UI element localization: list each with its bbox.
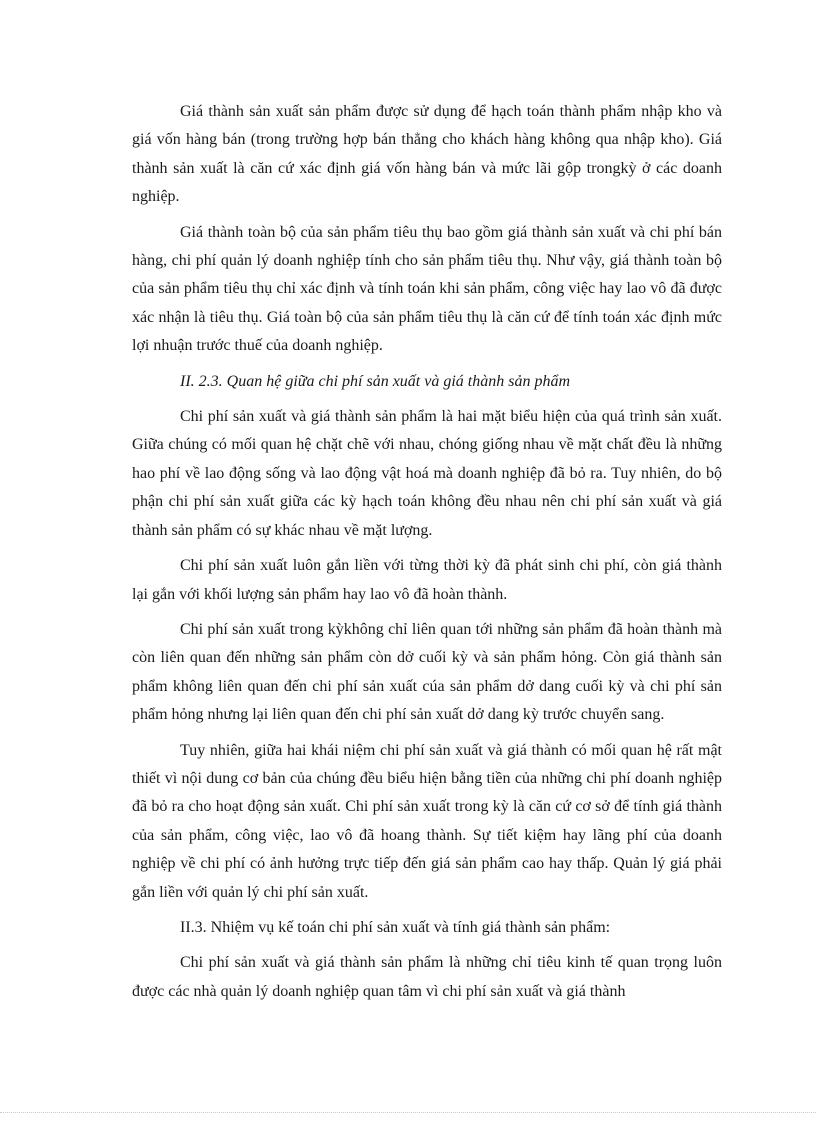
paragraph-two-aspects: Chi phí sản xuất và giá thành sản phẩm là hai mặt biểu hiện của quá trình sản xuất. Giữa chúng có mối quan hệ chặt chẽ với nhau, chóng giống nhau về mặt chất đều là những hao phí về lao động sống và lao động vật hoá mà doanh nghiệp đã bỏ ra. Tuy nhiên, do bộ phận chi phí sản xuất giữa các kỳ hạch toán không đều nhau nên chi phí sản xuất và giá thành sản phẩm có sự khác nhau về mặt lượng. [132,408,722,539]
section-heading-accounting-tasks: II.3. Nhiệm vụ kế toán chi phí sản xuất và tính giá thành sản phẩm: [180,918,611,936]
page-bottom-divider [0,1112,816,1113]
document-page [132,98,722,1013]
section-heading-cost-relationship: II. 2.3. Quan hệ giữa chi phí sản xuất và giá thành sản phẩm [180,372,571,390]
paragraph-close-relationship: Tuy nhiên, giữa hai khái niệm chi phí sản xuất và giá thành có mối quan hệ rất mật thiết vì nội dung cơ bản của chúng đều biểu hiện bằng tiền của những chi phí doanh nghiệp đã bỏ ra cho hoạt động sản xuất. Chi phí sản xuất trong kỳ là căn cứ cơ sở để tính giá thành của sản phẩm, công việc, lao vô đã hoang thành. Sự tiết kiệm hay lãng phí của doanh nghiệp về chi phí có ảnh hưởng trực tiếp đến giá sản phẩm cao hay thấp. Quản lý giá phải gắn liền với quản lý chi phí sản xuất. [132,741,722,901]
paragraph-economic-indicators: Chi phí sản xuất và giá thành sản phẩm là những chỉ tiêu kinh tế quan trọng luôn được các nhà quản lý doanh nghiệp quan tâm vì chi phí sản xuất và giá thành [132,954,722,1000]
paragraph-production-cost-usage: Giá thành sản xuất sản phẩm được sử dụng để hạch toán thành phẩm nhập kho và giá vốn hàng bán (trong trường hợp bán thẳng cho khách hàng không qua nhập kho). Giá thành sản xuất là căn cứ xác định giá vốn hàng bán và mức lãi gộp trongkỳ ở các doanh nghiệp. [132,103,722,206]
paragraph-total-cost: Giá thành toàn bộ của sản phẩm tiêu thụ bao gồm giá thành sản xuất và chi phí bán hàng, chi phí quản lý doanh nghiệp tính cho sản phẩm tiêu thụ. Như vậy, giá thành toàn bộ của sản phẩm tiêu thụ chỉ xác định và tính toán khi sản phẩm, công việc hay lao vô đã được xác nhận là tiêu thụ. Giá toàn bộ của sản phẩm tiêu thụ là căn cứ để tính toán xác định mức lợi nhuận trước thuế của doanh nghiệp. [132,223,722,355]
paragraph-period-link: Chi phí sản xuất luôn gắn liền với từng thời kỳ đã phát sinh chi phí, còn giá thành lại gắn với khối lượng sản phẩm hay lao vô đã hoàn thành. [132,557,722,603]
paragraph-unfinished-products: Chi phí sản xuất trong kỳkhông chỉ liên quan tới những sản phẩm đã hoàn thành mà còn liên quan đến những sản phẩm còn dở cuối kỳ và sản phẩm hỏng. Còn giá thành sản phẩm không liên quan đến chi phí sản xuất cúa sản phẩm dở dang cuối kỳ và chi phí sản phẩm hỏng nhưng lại liên quan đến chi phí sản xuất dở dang kỳ trước chuyển sang. [132,620,722,724]
